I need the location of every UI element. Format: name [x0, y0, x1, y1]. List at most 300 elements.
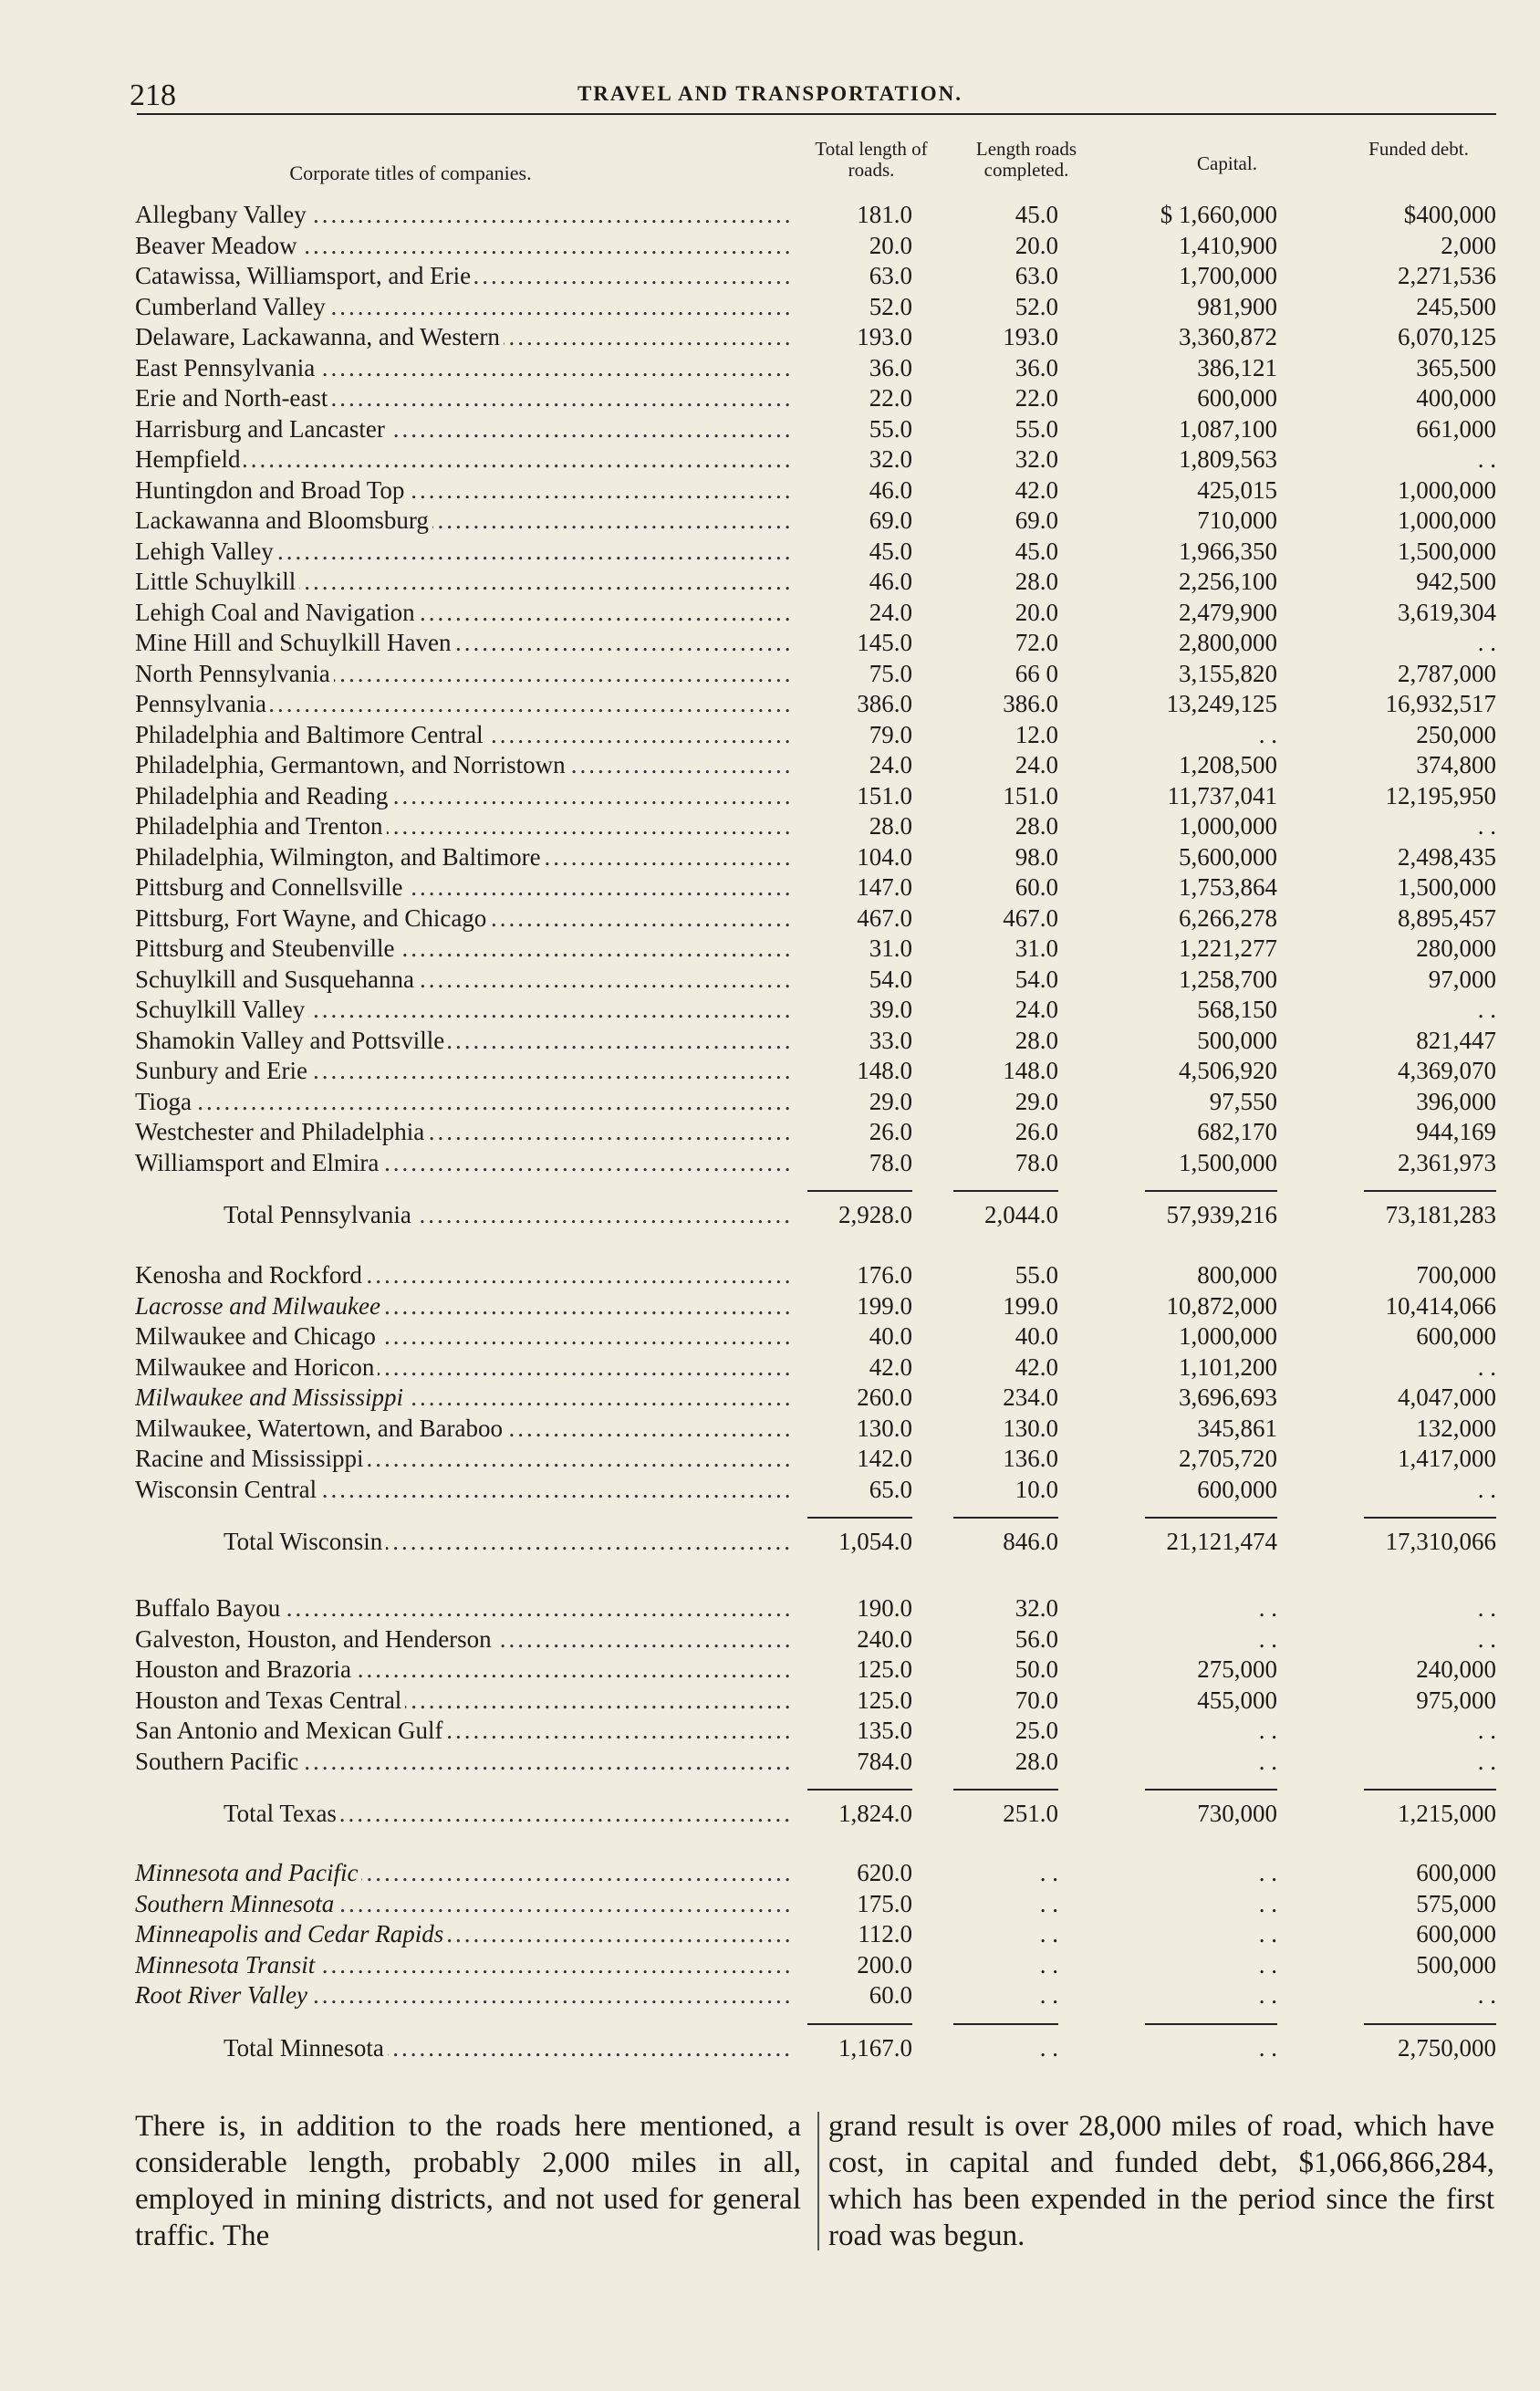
cell-capital: . .	[1258, 1950, 1277, 1979]
total-rule	[807, 1517, 912, 1519]
cell-debt: 2,271,536	[1398, 262, 1496, 289]
total-rule	[1364, 2023, 1496, 2025]
company-name-text: Sunbury and Erie	[135, 1057, 311, 1084]
cell-debt: . .	[1477, 629, 1496, 656]
company-name	[135, 1715, 794, 1746]
company-name-text: Galveston, Houston, and Henderson	[135, 1625, 495, 1653]
total-rule	[1145, 1190, 1277, 1192]
cell-total: 135.0	[857, 1717, 912, 1744]
cell-total: 190.0	[857, 1594, 912, 1622]
cell-capital: 2,479,900	[1179, 598, 1277, 626]
cell-capital: 11,737,041	[1167, 781, 1277, 809]
table-row	[0, 382, 1540, 413]
cell-capital: 710,000	[1197, 506, 1277, 534]
table-row	[0, 810, 1540, 841]
cell-debt: 10,414,066	[1385, 1291, 1496, 1320]
cell-capital: 800,000	[1197, 1261, 1277, 1289]
cell-completed: 467.0	[1003, 903, 1058, 932]
company-name	[135, 994, 794, 1025]
cell-debt: 942,500	[1416, 568, 1496, 595]
company-name	[135, 719, 794, 750]
company-name-text: Milwaukee and Mississippi	[135, 1383, 407, 1411]
cell-completed: 32.0	[1015, 445, 1058, 473]
cell-debt: 8,895,457	[1398, 903, 1496, 932]
cell-total: 784.0	[857, 1747, 912, 1775]
cell-debt: . .	[1477, 1747, 1496, 1775]
cell-capital: 1,809,563	[1179, 445, 1277, 473]
table-row	[0, 1443, 1540, 1474]
cell-completed: 20.0	[1015, 598, 1058, 626]
cell-total: 20.0	[869, 231, 912, 259]
cell-capital: 97,550	[1209, 1087, 1277, 1115]
cell-completed: . .	[1039, 1859, 1058, 1886]
cell-debt: 2,000	[1441, 231, 1496, 259]
cell-debt: 132,000	[1416, 1414, 1496, 1442]
company-name-text: San Antonio and Mexican Gulf	[135, 1717, 446, 1744]
company-name	[135, 1413, 794, 1444]
cell-completed: 32.0	[1015, 1594, 1058, 1622]
total-rule	[953, 2023, 1058, 2025]
company-name-text: Total Pennsylvania	[224, 1201, 415, 1228]
total-rule	[807, 2023, 912, 2025]
cell-capital: 6,266,278	[1179, 903, 1277, 932]
cell-total: 175.0	[857, 1889, 912, 1917]
cell-total: 112.0	[858, 1920, 912, 1947]
company-name	[135, 230, 794, 261]
total-rule	[1364, 1789, 1496, 1791]
cell-capital: 425,015	[1197, 475, 1277, 504]
company-name-text: Philadelphia and Trenton	[135, 812, 387, 840]
cell-completed: 193.0	[1003, 323, 1058, 350]
company-name-text: Catawissa, Williamsport, and Erie	[135, 262, 474, 289]
company-name-text: Huntingdon and Broad Top	[135, 476, 408, 504]
cell-capital: 1,101,200	[1179, 1352, 1277, 1381]
cell-total: 145.0	[857, 629, 912, 656]
cell-completed: 55.0	[1015, 414, 1058, 443]
company-name-text: Buffalo Bayou	[135, 1594, 284, 1622]
column-divider	[817, 2112, 819, 2250]
company-name-text: Pittsburg and Connellsville	[135, 873, 407, 901]
cell-completed: 10.0	[1015, 1475, 1058, 1503]
cell-debt: 240,000	[1416, 1655, 1496, 1683]
total-rule	[1145, 1789, 1277, 1791]
cell-completed: 24.0	[1015, 751, 1058, 778]
cell-total: 36.0	[869, 353, 912, 381]
cell-total: 29.0	[869, 1087, 912, 1115]
total-rule	[807, 1190, 912, 1192]
company-name	[135, 1259, 794, 1290]
table-row	[0, 505, 1540, 536]
company-name-text: Allegbany Valley	[135, 201, 310, 228]
cell-debt: 975,000	[1416, 1686, 1496, 1714]
cell-debt: 1,500,000	[1398, 537, 1496, 565]
cell-capital: 568,150	[1197, 996, 1277, 1023]
cell-completed: 136.0	[1003, 1445, 1058, 1472]
cell-capital: . .	[1258, 1624, 1277, 1653]
cell-total: 31.0	[869, 934, 912, 962]
company-name-text: Total Minnesota	[224, 2034, 388, 2062]
footer-paragraph-right: grand result is over 28,000 miles of road, which have cost, in capital and funded debt, $1,066,866,284, which has been expended in the period since the first road was begun.	[828, 2110, 1494, 2252]
cell-total: 125.0	[857, 1686, 912, 1714]
table-row	[0, 1413, 1540, 1444]
company-name-text: Pittsburg and Steubenville	[135, 934, 399, 962]
running-title: TRAVEL AND TRANSPORTATION.	[577, 82, 963, 105]
cell-total: 199.0	[857, 1291, 912, 1320]
cell-debt: . .	[1477, 996, 1496, 1023]
cell-capital: 1,700,000	[1179, 262, 1277, 289]
company-name	[135, 964, 794, 995]
table-row	[0, 964, 1540, 995]
cell-debt: 575,000	[1416, 1889, 1496, 1917]
cell-total: 46.0	[869, 475, 912, 504]
cell-total: 45.0	[869, 537, 912, 565]
cell-capital: 1,208,500	[1179, 751, 1277, 778]
cell-capital: 4,506,920	[1179, 1057, 1277, 1084]
cell-total: 125.0	[857, 1655, 912, 1683]
cell-completed: 130.0	[1003, 1414, 1058, 1442]
company-name-text: Erie and North-east	[135, 384, 331, 412]
cell-total: 65.0	[869, 1475, 912, 1503]
cell-total: 33.0	[869, 1026, 912, 1054]
cell-capital: 1,087,100	[1179, 414, 1277, 443]
company-name-text: Houston and Texas Central	[135, 1686, 405, 1714]
column-header-completed: Length roads completed.	[975, 138, 1077, 181]
company-name-text: Cumberland Valley	[135, 293, 329, 320]
company-name-text: Southern Minnesota	[135, 1890, 338, 1917]
table-row	[0, 1382, 1540, 1413]
cell-capital: 386,121	[1197, 353, 1277, 381]
company-name-text: Lehigh Valley	[135, 538, 277, 565]
cell-capital: 600,000	[1197, 384, 1277, 412]
table-row	[0, 872, 1540, 903]
table-row	[0, 841, 1540, 872]
company-name	[135, 1746, 794, 1777]
cell-completed: 29.0	[1015, 1087, 1058, 1115]
cell-capital: 455,000	[1197, 1686, 1277, 1714]
company-name	[135, 1147, 794, 1178]
cell-debt: 400,000	[1416, 384, 1496, 412]
cell-total: 2,928.0	[838, 1201, 912, 1228]
total-row	[0, 1526, 1540, 1557]
total-rule	[1145, 2023, 1277, 2025]
company-name	[135, 321, 794, 352]
cell-completed: 12.0	[1015, 720, 1058, 748]
company-name	[135, 1624, 794, 1655]
table-row	[0, 1321, 1540, 1352]
cell-completed: 45.0	[1015, 201, 1058, 228]
table-row	[0, 1888, 1540, 1919]
cell-capital: 500,000	[1197, 1026, 1277, 1054]
cell-capital: 1,500,000	[1179, 1148, 1277, 1176]
cell-capital: 345,861	[1197, 1414, 1277, 1442]
cell-total: 46.0	[869, 568, 912, 595]
cell-debt: 245,500	[1416, 292, 1496, 320]
company-name	[135, 1857, 794, 1888]
cell-total: 148.0	[857, 1057, 912, 1084]
company-name	[135, 1949, 794, 1980]
company-name	[135, 475, 794, 506]
company-name-text: Westchester and Philadelphia	[135, 1118, 428, 1145]
cell-capital: 21,121,474	[1166, 1528, 1277, 1555]
cell-capital: 3,155,820	[1179, 659, 1277, 687]
cell-total: 60.0	[869, 1981, 912, 2009]
table-row	[0, 658, 1540, 689]
cell-completed: 234.0	[1003, 1383, 1058, 1411]
cell-completed: 31.0	[1015, 934, 1058, 962]
cell-debt: . .	[1477, 1594, 1496, 1622]
cell-completed: 26.0	[1015, 1118, 1058, 1145]
cell-capital: 2,705,720	[1179, 1445, 1277, 1472]
cell-completed: 42.0	[1015, 475, 1058, 504]
table-row	[0, 1918, 1540, 1949]
company-name	[224, 1526, 794, 1557]
cell-capital: 981,900	[1197, 292, 1277, 320]
cell-total: 42.0	[869, 1352, 912, 1381]
cell-total: 69.0	[869, 506, 912, 534]
company-name	[135, 1592, 794, 1624]
company-name	[135, 1025, 794, 1056]
company-name	[135, 627, 794, 658]
company-name-text: Lackawanna and Bloomsburg	[135, 506, 432, 534]
company-name	[224, 1798, 794, 1829]
page-number: 218	[130, 78, 176, 112]
table-row	[0, 1624, 1540, 1655]
cell-debt: 600,000	[1416, 1322, 1496, 1350]
company-name-text: Lacrosse and Milwaukee	[135, 1292, 384, 1320]
table-row	[0, 1259, 1540, 1290]
cell-debt: 97,000	[1428, 965, 1496, 993]
cell-completed: . .	[1039, 1889, 1058, 1917]
company-name	[135, 199, 794, 230]
cell-debt: . .	[1477, 1352, 1496, 1381]
table-row	[0, 352, 1540, 383]
cell-completed: 40.0	[1015, 1322, 1058, 1350]
cell-completed: 63.0	[1015, 262, 1058, 289]
cell-debt: 1,000,000	[1398, 475, 1496, 504]
cell-completed: 55.0	[1015, 1261, 1058, 1289]
cell-capital: . .	[1258, 1889, 1277, 1917]
cell-completed: 54.0	[1015, 965, 1058, 993]
cell-total: 386.0	[857, 690, 912, 717]
cell-total: 75.0	[869, 659, 912, 687]
table-row	[0, 1746, 1540, 1777]
cell-completed: 98.0	[1015, 842, 1058, 871]
cell-completed: 66 0	[1015, 659, 1058, 687]
table-row	[0, 536, 1540, 567]
cell-capital: 1,000,000	[1179, 1322, 1277, 1350]
company-name	[135, 872, 794, 903]
cell-debt: 1,417,000	[1398, 1445, 1496, 1472]
company-name	[135, 566, 794, 597]
cell-completed: 28.0	[1015, 812, 1058, 840]
footer-paragraph-left: There is, in addition to the roads here mentioned, a considerable length, probably 2,000 miles in all, employed in mining districts, and not used for general traffic. The	[135, 2110, 801, 2252]
company-name	[135, 841, 794, 872]
cell-completed: . .	[1039, 2033, 1058, 2062]
company-name-text: Hempfield	[135, 445, 244, 473]
total-row	[0, 1199, 1540, 1230]
cell-completed: 199.0	[1003, 1291, 1058, 1320]
table-row	[0, 1474, 1540, 1505]
company-name	[135, 1290, 794, 1321]
cell-capital: . .	[1258, 1594, 1277, 1622]
cell-total: 1,824.0	[838, 1800, 912, 1827]
cell-debt: 600,000	[1416, 1920, 1496, 1947]
cell-capital: 275,000	[1197, 1655, 1277, 1683]
column-header-total-length: Total length of roads.	[815, 138, 928, 181]
cell-total: 147.0	[857, 873, 912, 901]
cell-debt: . .	[1477, 1981, 1496, 2009]
table-row	[0, 199, 1540, 230]
cell-capital: 1,221,277	[1179, 934, 1277, 962]
company-name	[135, 1685, 794, 1716]
company-name-text: Williamsport and Elmira	[135, 1149, 382, 1176]
company-name	[135, 1321, 794, 1352]
cell-capital: 1,966,350	[1179, 537, 1277, 565]
table-row	[0, 230, 1540, 261]
column-header-capital: Capital.	[1197, 152, 1257, 174]
company-name-text: Schuylkill Valley	[135, 996, 308, 1023]
cell-debt: 1,500,000	[1398, 873, 1496, 901]
company-name	[135, 536, 794, 567]
total-rule	[1364, 1190, 1496, 1192]
cell-total: 467.0	[857, 903, 912, 932]
header-rule	[137, 113, 1496, 115]
table-row	[0, 933, 1540, 964]
company-name-text: Minneapolis and Cedar Rapids	[135, 1920, 447, 1947]
cell-debt: 17,310,066	[1385, 1528, 1496, 1555]
cell-debt: 661,000	[1416, 414, 1496, 443]
cell-debt: 944,169	[1416, 1118, 1496, 1145]
cell-capital: 13,249,125	[1166, 690, 1277, 717]
company-name	[135, 382, 794, 413]
cell-completed: 151.0	[1003, 781, 1058, 809]
cell-debt: . .	[1477, 1717, 1496, 1744]
company-name	[135, 352, 794, 383]
cell-capital: 1,753,864	[1179, 873, 1277, 901]
cell-debt: 250,000	[1416, 720, 1496, 748]
cell-capital: 3,696,693	[1179, 1383, 1277, 1411]
company-name	[224, 1199, 794, 1230]
company-name-text: Lehigh Coal and Navigation	[135, 599, 419, 626]
company-name-text: Minnesota Transit	[135, 1951, 318, 1979]
cell-completed: 42.0	[1015, 1352, 1058, 1381]
cell-debt: 3,619,304	[1398, 598, 1496, 626]
total-row	[0, 1798, 1540, 1829]
cell-debt: 700,000	[1416, 1261, 1496, 1289]
company-name-text: Mine Hill and Schuylkill Haven	[135, 629, 454, 656]
total-rule	[953, 1517, 1058, 1519]
cell-capital: $ 1,660,000	[1160, 201, 1277, 228]
cell-capital: 5,600,000	[1179, 842, 1277, 871]
company-name-text: North Pennsylvania	[135, 660, 334, 687]
cell-debt: 365,500	[1416, 353, 1496, 381]
cell-debt: 374,800	[1416, 751, 1496, 778]
cell-debt: 16,932,517	[1385, 690, 1496, 717]
cell-total: 39.0	[869, 996, 912, 1023]
cell-capital: 2,800,000	[1179, 629, 1277, 656]
cell-completed: 28.0	[1015, 1026, 1058, 1054]
company-name	[135, 597, 794, 628]
company-name-text: Total Wisconsin	[224, 1528, 386, 1555]
company-name-text: Milwaukee and Chicago	[135, 1322, 380, 1350]
cell-total: 176.0	[857, 1261, 912, 1289]
company-name	[135, 1888, 794, 1919]
company-name-text: Minnesota and Pacific	[135, 1859, 361, 1886]
cell-completed: . .	[1039, 1920, 1058, 1947]
cell-debt: 1,215,000	[1398, 1800, 1496, 1827]
cell-total: 22.0	[869, 384, 912, 412]
cell-capital: . .	[1258, 2033, 1277, 2062]
company-name-text: Total Texas	[224, 1800, 340, 1827]
cell-debt: 4,369,070	[1398, 1057, 1496, 1084]
table-row	[0, 1979, 1540, 2010]
company-name	[135, 505, 794, 536]
company-name-text: Racine and Mississippi	[135, 1445, 368, 1472]
cell-total: 620.0	[857, 1859, 912, 1886]
cell-total: 104.0	[857, 842, 912, 871]
cell-completed: 36.0	[1015, 353, 1058, 381]
total-rule	[953, 1789, 1058, 1791]
company-name	[224, 2032, 794, 2063]
cell-completed: 28.0	[1015, 568, 1058, 595]
cell-capital: . .	[1258, 720, 1277, 748]
cell-capital: . .	[1258, 1859, 1277, 1886]
cell-total: 260.0	[857, 1383, 912, 1411]
cell-debt: 600,000	[1416, 1859, 1496, 1886]
cell-completed: . .	[1039, 1950, 1058, 1979]
table-row	[0, 444, 1540, 475]
cell-total: 26.0	[869, 1118, 912, 1145]
cell-completed: 148.0	[1003, 1057, 1058, 1084]
table-row	[0, 780, 1540, 811]
table-row	[0, 749, 1540, 780]
table-row	[0, 719, 1540, 750]
company-name	[135, 780, 794, 811]
company-name	[135, 260, 794, 291]
cell-capital: . .	[1258, 1981, 1277, 2009]
company-name	[135, 1086, 794, 1117]
company-name-text: Houston and Brazoria	[135, 1655, 355, 1683]
table-row	[0, 1025, 1540, 1056]
table-row	[0, 1715, 1540, 1746]
company-name-text: Philadelphia, Germantown, and Norristown	[135, 751, 569, 778]
cell-completed: 56.0	[1015, 1624, 1058, 1653]
company-name-text: Pittsburg, Fort Wayne, and Chicago	[135, 904, 490, 932]
cell-total: 63.0	[869, 262, 912, 289]
cell-debt: . .	[1477, 1624, 1496, 1653]
table-row	[0, 597, 1540, 628]
table-row	[0, 1654, 1540, 1685]
table-row	[0, 1290, 1540, 1321]
cell-capital: 57,939,216	[1166, 1201, 1277, 1228]
table-row	[0, 475, 1540, 506]
table-row	[0, 291, 1540, 322]
table-row	[0, 1592, 1540, 1624]
company-name-text: East Pennsylvania	[135, 354, 318, 381]
cell-debt: $400,000	[1403, 201, 1496, 228]
table-row	[0, 1949, 1540, 1980]
cell-debt: . .	[1477, 812, 1496, 840]
company-name-text: Root River Valley	[135, 1981, 311, 2009]
cell-capital: . .	[1258, 1717, 1277, 1744]
cell-debt: 2,361,973	[1398, 1148, 1496, 1176]
company-name	[135, 1979, 794, 2010]
total-rule	[1364, 1517, 1496, 1519]
company-name	[135, 444, 794, 475]
table-row	[0, 321, 1540, 352]
cell-completed: 45.0	[1015, 537, 1058, 565]
cell-completed: 22.0	[1015, 384, 1058, 412]
